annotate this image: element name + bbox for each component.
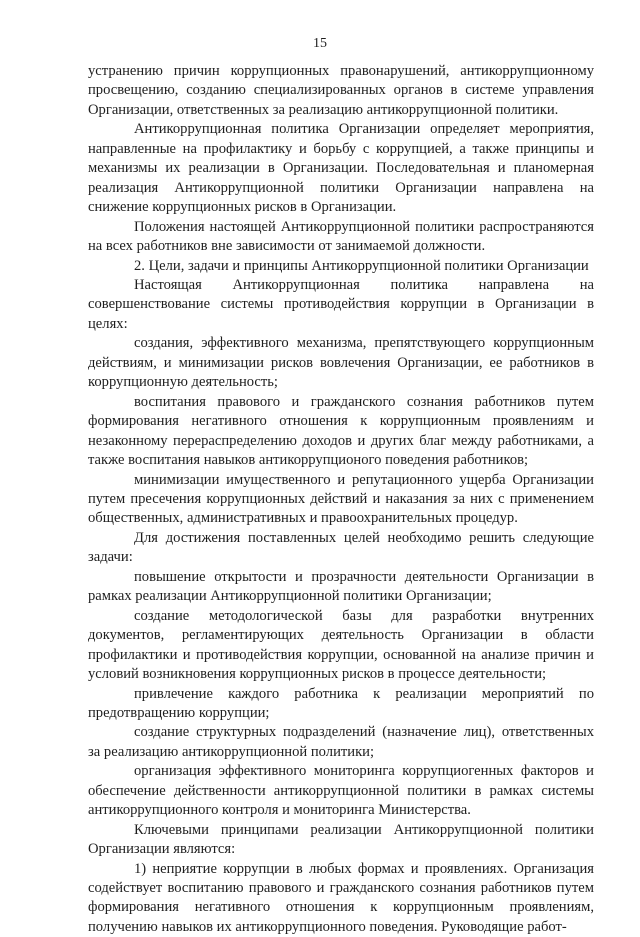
goal-item-education: воспитания правового и гражданского сознания работников путем формирования негативного отношения к коррупционным проявлениям и незаконному перераспределению доходов и других благ между работниками, а также воспитания навыков антикоррупционого поведения работников; (88, 393, 594, 469)
paragraph-continuation: устранению причин коррупционных правонарушений, антикоррупционному просвещению, созданию специализированных органов в системе управления Организации, ответственных за реализацию антикоррупционной политики. (88, 63, 594, 118)
task-item-monitoring: организация эффективного мониторинга коррупциогенных факторов и обеспечение действенности антикоррупционной политики в рамках системы антикоррупционного контроля и мониторинга Министерства. (88, 763, 594, 819)
document-body (88, 62, 594, 937)
task-item-engagement: привлечение каждого работника к реализации мероприятий по предотвращению коррупции; (88, 685, 594, 721)
paragraph-principles-intro: Ключевыми принципами реализации Антикоррупционной политики Организации являются: (88, 821, 594, 858)
paragraph-policy-scope: Положения настоящей Антикоррупционной политики распространяются на всех работников вне зависимости от занимаемой должности. (88, 218, 594, 255)
task-item-structures: создание структурных подразделений (назначение лиц), ответственных за реализацию антикоррупционной политики; (88, 724, 594, 760)
section-heading-goals: 2. Цели, задачи и принципы Антикоррупционной политики Организации (134, 257, 589, 274)
goal-item-mechanism: создания, эффективного механизма, препятствующего коррупционным действиям, и минимизации рисков вовлечения Организации, ее работников в коррупционную деятельность; (88, 335, 594, 391)
page-number: 15 (313, 36, 327, 51)
principle-item-1: 1) неприятие коррупции в любых формах и проявлениях. Организация содействует воспитанию правового и гражданского сознания работников путем формирования негативного отношения к коррупционным проявлениям, получению навыков их антикоррупционного поведения. Руководящие работ- (88, 860, 594, 935)
goal-item-damage-minimization: минимизации имущественного и репутационного ущерба Организации путем пресечения коррупционных действий и наказания за них с применением общественных, административных и правоохранительных процедур. (88, 471, 594, 527)
paragraph-tasks-intro: Для достижения поставленных целей необходимо решить следующие задачи: (88, 529, 594, 566)
paragraph-goals-intro: Настоящая Антикоррупционная политика направлена на совершенствование системы противодействия коррупции в Организации в целях: (88, 276, 594, 332)
task-item-transparency: повышение открытости и прозрачности деятельности Организации в рамках реализации Антикоррупционной политики Организации; (88, 568, 594, 605)
task-item-methodology: создание методологической базы для разработки внутренних документов, регламентирующих деятельность Организации в области профилактики и противодействия коррупции, основанной на анализе причин и условий возникновения коррупционных рисков в процессе деятельности; (88, 607, 594, 683)
paragraph-policy-definition: Антикоррупционная политика Организации определяет мероприятия, направленные на профилактику и борьбу с коррупцией, а также принципы и механизмы их реализации в Организации. Последовательная и планомерная реализация Антикоррупционной политики Организации направлена на снижение коррупционных рисков в Организации. (88, 121, 594, 216)
